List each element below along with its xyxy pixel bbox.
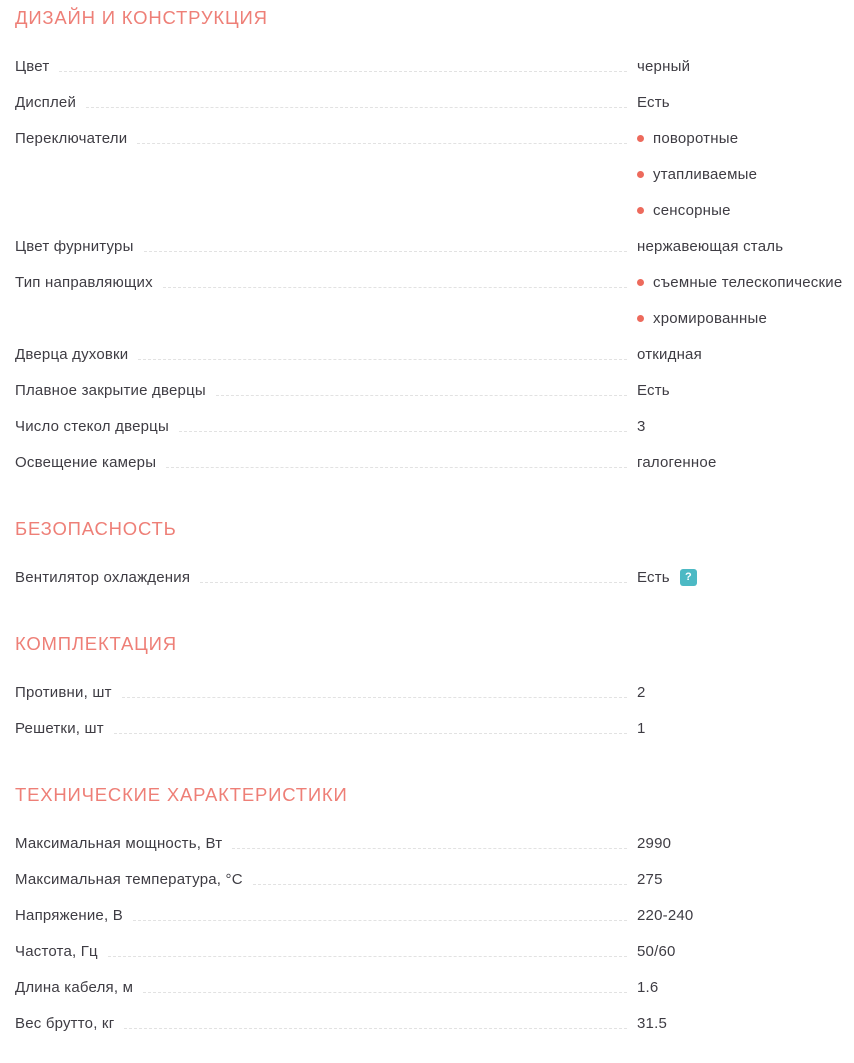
spec-value: сенсорные — [653, 201, 731, 219]
spec-value: 1.6 — [637, 978, 659, 996]
spec-label: Плавное закрытие дверцы — [15, 381, 206, 399]
row-left — [15, 835, 637, 852]
row-left — [15, 871, 637, 888]
spec-section — [15, 6, 854, 480]
spec-row — [15, 120, 854, 156]
spec-section — [15, 783, 854, 1041]
bullet-icon — [637, 315, 644, 322]
spec-value-cell — [637, 94, 854, 111]
dotted-leader — [144, 251, 627, 252]
spec-row — [15, 861, 854, 897]
spec-value-cell — [637, 871, 854, 888]
spec-section — [15, 517, 854, 595]
dotted-leader — [108, 956, 627, 957]
spec-row — [15, 710, 854, 746]
spec-label: Освещение камеры — [15, 453, 157, 471]
spec-value: Есть — [637, 381, 670, 399]
spec-value-cell — [637, 979, 854, 996]
spec-row — [15, 408, 854, 444]
row-left — [15, 720, 637, 737]
bullet-icon — [637, 135, 644, 142]
row-left — [15, 94, 637, 111]
row-left — [15, 684, 637, 701]
bullet-icon — [637, 207, 644, 214]
section-title: КОМПЛЕКТАЦИЯ — [15, 633, 177, 654]
dotted-leader — [179, 431, 627, 432]
spec-row — [15, 969, 854, 1005]
spec-row — [15, 84, 854, 120]
spec-value: утапливаемые — [653, 165, 758, 183]
row-left — [15, 418, 637, 435]
spec-value-cell — [637, 943, 854, 960]
spec-value: Есть — [637, 568, 670, 586]
dotted-leader — [114, 733, 627, 734]
spec-row — [15, 825, 854, 861]
section-title: БЕЗОПАСНОСТЬ — [15, 518, 177, 539]
spec-value: нержавеющая сталь — [637, 237, 784, 255]
spec-value-cell — [637, 382, 854, 399]
spec-row — [15, 1005, 854, 1041]
spec-value-cell — [637, 569, 854, 586]
dotted-leader — [122, 697, 627, 698]
spec-value-cell — [637, 166, 854, 183]
spec-row — [15, 559, 854, 595]
spec-label: Вентилятор охлаждения — [15, 568, 191, 586]
spec-value: 1 — [637, 719, 646, 737]
row-left — [15, 569, 637, 586]
spec-label: Решетки, шт — [15, 719, 104, 737]
spec-value: 2990 — [637, 834, 672, 852]
spec-value-cell — [637, 346, 854, 363]
spec-label: Вес брутто, кг — [15, 1014, 115, 1032]
spec-label: Переключатели — [15, 129, 128, 147]
spec-value-cell — [637, 58, 854, 75]
spec-row — [15, 300, 854, 336]
row-left — [15, 58, 637, 75]
spec-label: Цвет — [15, 57, 50, 75]
spec-value: 275 — [637, 870, 663, 888]
spec-label: Частота, Гц — [15, 942, 98, 960]
spec-value-cell — [637, 274, 854, 291]
section-title: ТЕХНИЧЕСКИЕ ХАРАКТЕРИСТИКИ — [15, 784, 348, 805]
spec-row — [15, 48, 854, 84]
spec-value-cell — [637, 238, 854, 255]
spec-value: галогенное — [637, 453, 717, 471]
spec-value-cell — [637, 835, 854, 852]
spec-row — [15, 336, 854, 372]
spec-value: 31.5 — [637, 1014, 667, 1032]
row-left — [15, 943, 637, 960]
dotted-leader — [86, 107, 627, 108]
row-left — [15, 238, 637, 255]
dotted-leader — [133, 920, 627, 921]
row-left — [15, 454, 637, 471]
spec-value: 50/60 — [637, 942, 676, 960]
spec-row — [15, 264, 854, 300]
dotted-leader — [143, 992, 627, 993]
spec-label: Дисплей — [15, 93, 77, 111]
dotted-leader — [216, 395, 627, 396]
spec-value-cell — [637, 720, 854, 737]
spec-value-cell — [637, 202, 854, 219]
row-left — [15, 1015, 637, 1032]
spec-label: Длина кабеля, м — [15, 978, 134, 996]
spec-label: Цвет фурнитуры — [15, 237, 134, 255]
bullet-icon — [637, 171, 644, 178]
spec-section — [15, 632, 854, 746]
dotted-leader — [232, 848, 627, 849]
spec-label: Тип направляющих — [15, 273, 153, 291]
row-left — [15, 130, 637, 147]
spec-value-cell — [637, 130, 854, 147]
spec-value-cell — [637, 684, 854, 701]
spec-label: Максимальная мощность, Вт — [15, 834, 223, 852]
spec-value-cell — [637, 310, 854, 327]
spec-row — [15, 372, 854, 408]
spec-value: съемные телескопические — [653, 273, 843, 291]
row-left — [15, 274, 637, 291]
section-title: ДИЗАЙН И КОНСТРУКЦИЯ — [15, 7, 268, 28]
spec-label: Максимальная температура, °C — [15, 870, 243, 888]
spec-value-cell — [637, 907, 854, 924]
spec-row — [15, 897, 854, 933]
spec-value-cell — [637, 418, 854, 435]
spec-value: 3 — [637, 417, 646, 435]
spec-label: Число стекол дверцы — [15, 417, 169, 435]
spec-row — [15, 444, 854, 480]
dotted-leader — [137, 143, 627, 144]
spec-row — [15, 192, 854, 228]
spec-row — [15, 933, 854, 969]
spec-row — [15, 674, 854, 710]
spec-value: Есть — [637, 93, 670, 111]
dotted-leader — [253, 884, 627, 885]
dotted-leader — [59, 71, 627, 72]
spec-row — [15, 156, 854, 192]
spec-label: Противни, шт — [15, 683, 112, 701]
row-left — [15, 979, 637, 996]
dotted-leader — [200, 582, 627, 583]
row-left — [15, 346, 637, 363]
spec-value: откидная — [637, 345, 702, 363]
spec-label: Дверца духовки — [15, 345, 129, 363]
spec-value-cell — [637, 1015, 854, 1032]
dotted-leader — [166, 467, 627, 468]
spec-value: 2 — [637, 683, 646, 701]
row-left — [15, 907, 637, 924]
spec-value: хромированные — [653, 309, 767, 327]
spec-value: поворотные — [653, 129, 739, 147]
spec-value: черный — [637, 57, 691, 75]
help-icon[interactable]: ? — [680, 569, 697, 586]
spec-value: 220-240 — [637, 906, 694, 924]
specs-list — [15, 6, 854, 1041]
dotted-leader — [124, 1028, 627, 1029]
spec-label: Напряжение, В — [15, 906, 123, 924]
spec-value-cell — [637, 454, 854, 471]
row-left — [15, 382, 637, 399]
dotted-leader — [163, 287, 627, 288]
dotted-leader — [138, 359, 627, 360]
bullet-icon — [637, 279, 644, 286]
spec-row — [15, 228, 854, 264]
